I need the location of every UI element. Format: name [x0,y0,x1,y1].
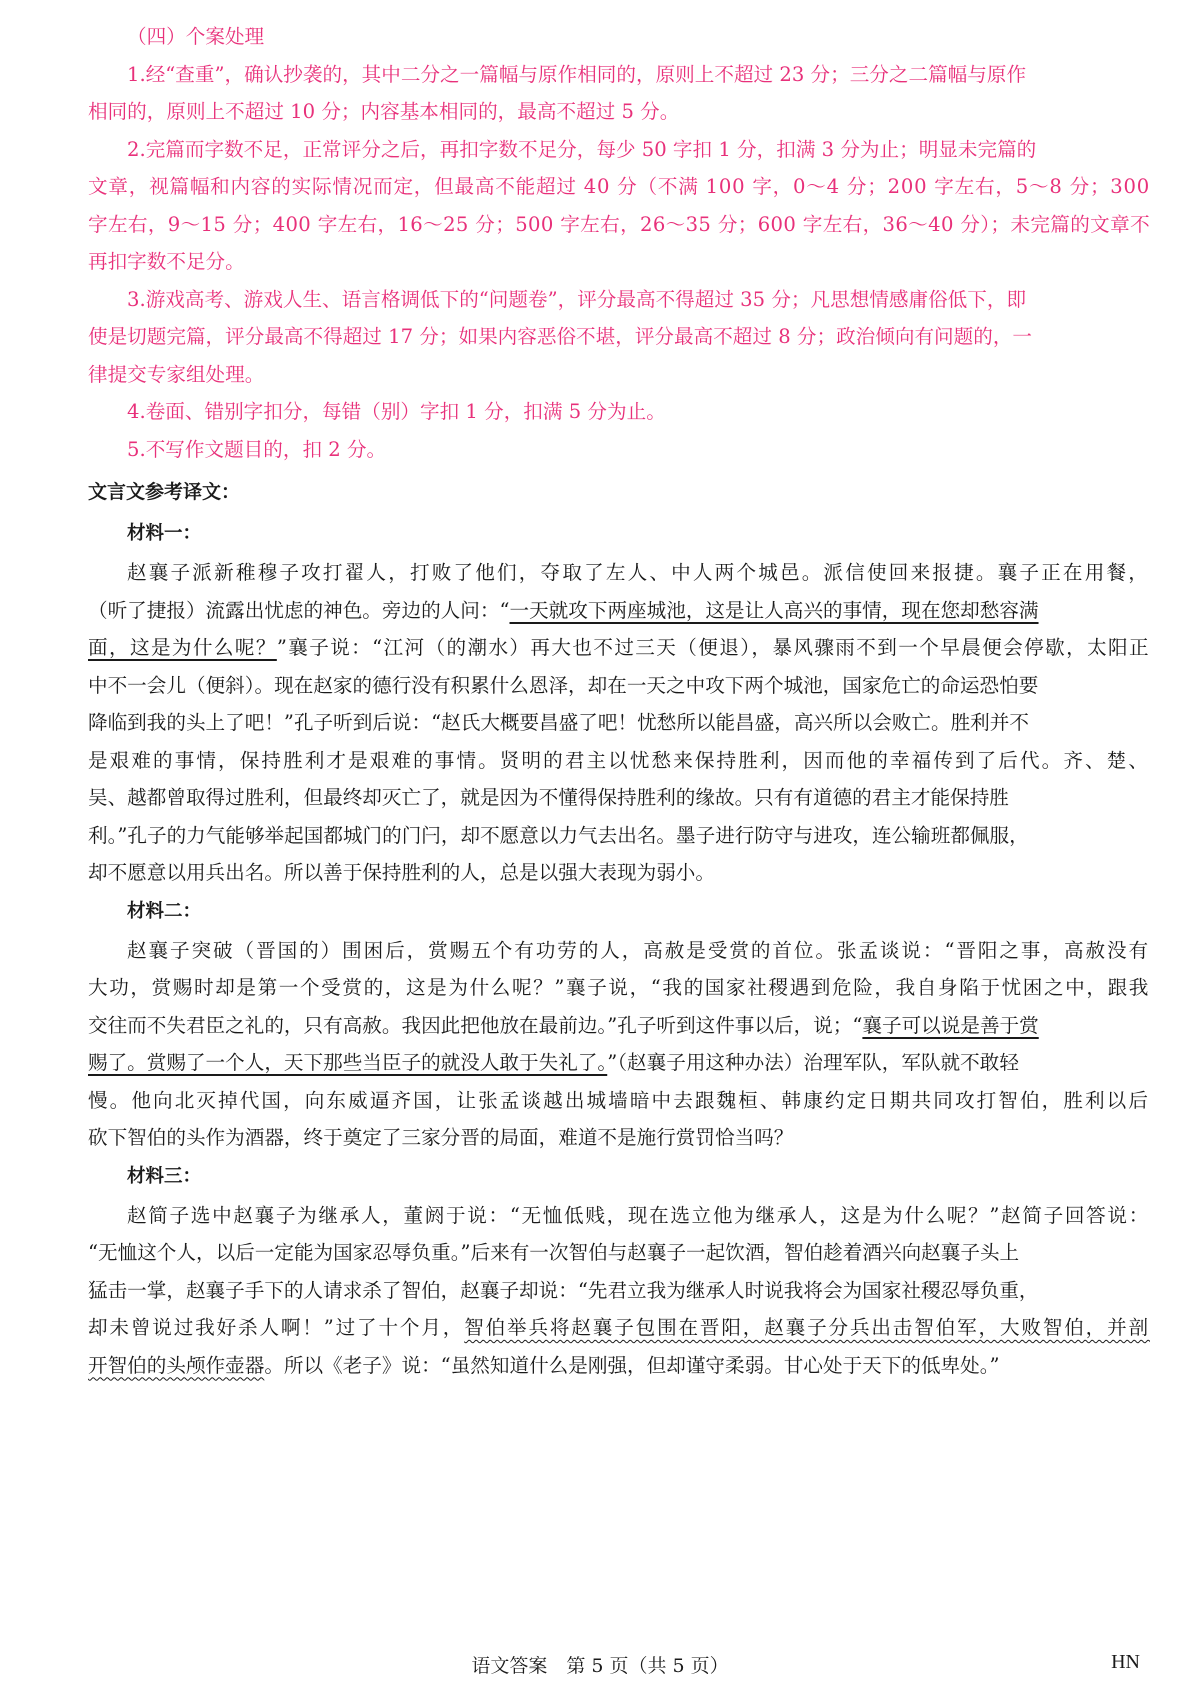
text-line: 降临到我的头上了吧！”孔子听到后说：“赵氏大概要昌盛了吧！忧愁所以能昌盛，高兴所以会败亡。胜利并不 [88,711,1029,734]
underlined-span: 赐了。赏赐了一个人，天下那些当臣子的就没人敢于失礼了。 [88,1051,608,1074]
text-line: “无恤这个人，以后一定能为国家忍辱负重。”后来有一次智伯与赵襄子一起饮酒，智伯趁着酒兴向赵襄子头上 [88,1241,1020,1264]
rule-line: 5.不写作文题目的，扣 2 分。 [127,437,387,461]
text-line: 赵襄子派新稚穆子攻打翟人，打败了他们，夺取了左人、中人两个城邑。派信使回来报捷。襄子正在用餐， [127,561,1150,584]
rule-1 [88,56,1150,131]
rule-line: 1.经“查重”，确认抄袭的，其中二分之一篇幅与原作相同的，原则上不超过 23 分；三分之二篇幅与原作 [127,62,1027,86]
text-line [88,1347,1150,1385]
rule-line: 字左右，9～15 分；400 字左右，16～25 分；500 字左右，26～35 分；600 字左右，36～40 分）；未完篇的文章不 [88,212,1151,236]
text-span: （听了捷报）流露出忧虑的神色。旁边的人问：“ [88,598,510,622]
text-line: 中不一会儿（便斜）。现在赵家的德行没有积累什么恩泽，却在一天之中攻下两个城池，国家危亡的命运恐怕要 [88,673,1039,697]
rule-2 [88,131,1150,281]
text-line [88,1007,1150,1045]
text-line: 利。”孔子的力气能够举起国都城门的门闩，却不愿意以力气去出名。墨子进行防守与进攻，连公输班都佩服， [88,823,1029,847]
rule-line: 使是切题完篇，评分最高不得超过 17 分；如果内容恶俗不堪，评分最高不超过 8 分；政治倾向有问题的，一 [88,325,1033,348]
rule-line: 3.游戏高考、游戏人生、语言格调低下的“问题卷”，评分最高不得超过 35 分；凡思想情感庸俗低下，即 [127,287,1027,311]
text-line: 大功，赏赐时却是第一个受赏的，这是为什么呢？”襄子说，“我的国家社稷遇到危险，我自身陷于忧困之中，跟我 [88,976,1150,999]
material-1-heading: 材料一： [127,523,202,544]
underlined-span: 襄子可以说是善于赏 [862,1013,1039,1037]
rule-line: 2.完篇而字数不足，正常评分之后，再扣字数不足分，每少 50 字扣 1 分，扣满 3 分为止；明显未完篇的 [127,137,1037,161]
text-line: 赵襄子突破（晋国的）围困后，赏赐五个有功劳的人，高赦是受赏的首位。张孟谈说：“晋阳之事，高赦没有 [127,938,1150,962]
scoring-section [88,18,1150,468]
material-2-heading: 材料二： [127,900,202,922]
text-line [88,1044,1150,1082]
material-2-text [88,932,1150,1157]
translation-section [88,470,1150,1384]
wavy-underlined-span: 开智伯的头颅作壶器 [88,1353,265,1377]
text-line [88,592,1150,630]
wavy-underlined-span: 智伯举兵将赵襄子包围在晋阳，赵襄子分兵出击智伯军，大败智伯，并剖 [464,1316,1150,1339]
text-span: 交往而不失君臣之礼的，只有高赦。我因此把他放在最前边。”孔子听到这件事以后，说；“ [88,1013,863,1037]
text-line: 却不愿意以用兵出名。所以善于保持胜利的人，总是以强大表现为弱小。 [88,861,715,884]
rule-3 [88,281,1150,394]
material-1-text [88,554,1150,892]
text-line: 猛击一掌，赵襄子手下的人请求杀了智伯，赵襄子却说：“先君立我为继承人时说我将会为国家社稷忍辱负重， [88,1278,1039,1302]
case-handling-heading: （四）个案处理 [127,25,265,48]
underlined-span: 面，这是为什么呢？ [88,636,277,659]
material-3-text [88,1197,1150,1385]
text-line: 是艰难的事情，保持胜利才是艰难的事情。贤明的君主以忧愁来保持胜利，因而他的幸福传到了后代。齐、楚、 [88,748,1151,772]
text-line [88,629,1150,667]
rule-line: 再扣字数不足分。 [88,250,245,273]
text-line: 吴、越都曾取得过胜利，但最终却灭亡了，就是因为不懂得保持胜利的缘故。只有有道德的君主才能保持胜 [88,786,1009,809]
underlined-span: 一天就攻下两座城池，这是让人高兴的事情，现在您却愁容满 [509,598,1039,622]
page-number-label: 语文答案 第 5 页（共 5 页） [471,1655,729,1677]
translation-heading: 文言文参考译文： [88,481,241,503]
rule-line: 4.卷面、错别字扣分，每错（别）字扣 1 分，扣满 5 分为止。 [127,400,666,423]
text-span: 。所以《老子》说：“虽然知道什么是刚强，但却谨守柔弱。甘心处于天下的低卑处。” [264,1353,1000,1377]
material-3-heading: 材料三： [127,1165,202,1187]
text-span: ”襄子说：“江河（的潮水）再大也不过三天（便退），暴风骤雨不到一个早晨便会停歇，太阳正 [276,636,1151,659]
text-line: 砍下智伯的头作为酒器，终于奠定了三家分晋的局面，难道不是施行赏罚恰当吗？ [88,1126,794,1149]
rule-line: 律提交专家组处理。 [88,362,265,386]
rule-line: 相同的，原则上不超过 10 分；内容基本相同的，最高不超过 5 分。 [88,100,680,123]
text-line [88,1309,1150,1347]
rule-4 [88,393,1150,431]
text-line: 慢。他向北灭掉代国，向东威逼齐国，让张孟谈越出城墙暗中去跟魏桓、韩康约定日期共同攻打智伯，胜利以后 [88,1088,1151,1112]
region-code: HN [1111,1651,1140,1673]
page-content [88,18,1150,1384]
rule-line: 文章，视篇幅和内容的实际情况而定，但最高不能超过 40 分（不满 100 字，0～4 分；200 字左右，5～8 分；300 [88,175,1151,198]
rule-5 [88,431,1150,469]
text-span: ”（赵襄子用这种办法）治理军队，军队就不敢轻 [607,1051,1019,1074]
text-span: 却未曾说过我好杀人啊！”过了十个月， [88,1316,465,1339]
text-line: 赵简子选中赵襄子为继承人，董阏于说：“无恤低贱，现在选立他为继承人，这是为什么呢？”赵简子回答说： [127,1203,1150,1227]
